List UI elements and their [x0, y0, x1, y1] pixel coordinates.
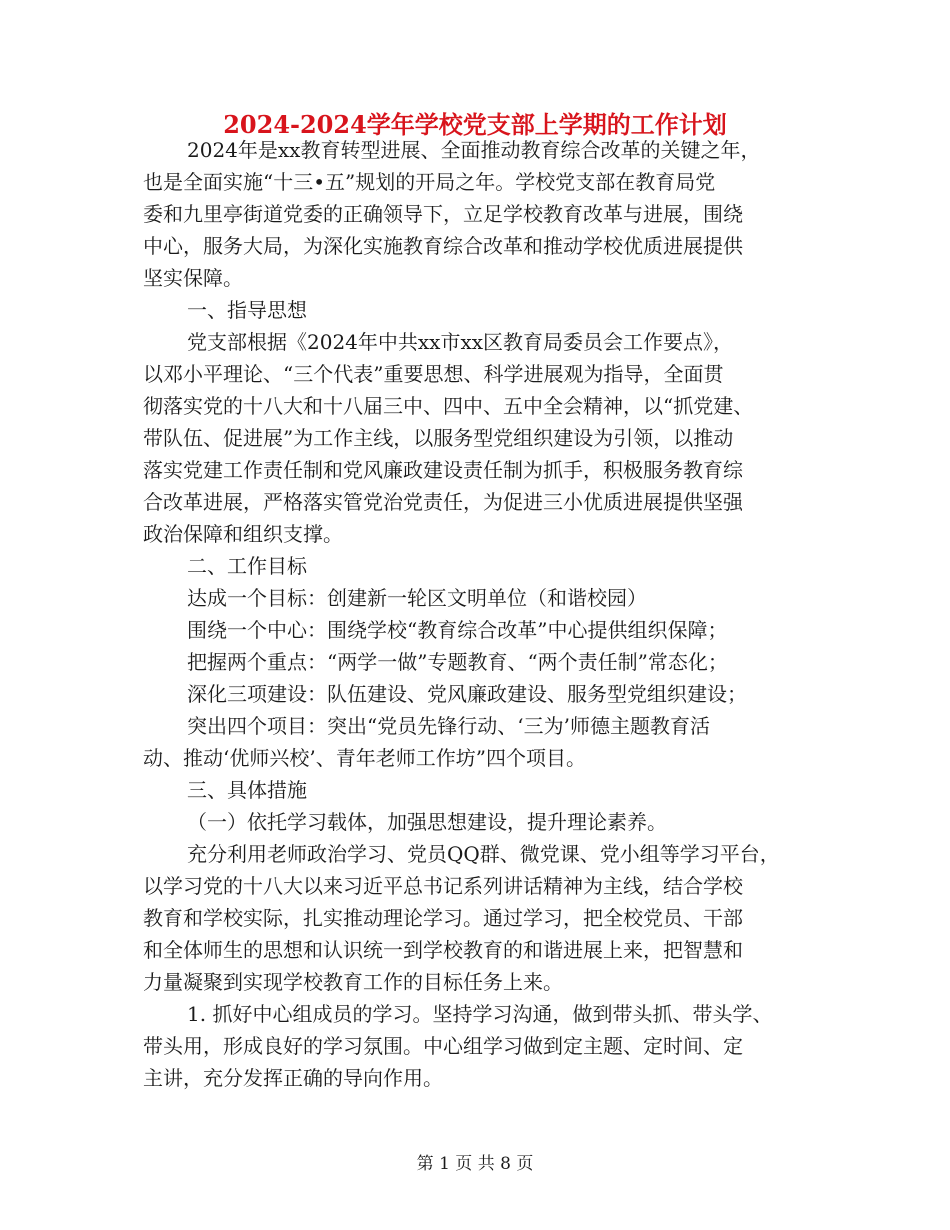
paragraph-line: 充分利用老师政治学习、党员QQ群、微党课、党小组等学习平台，: [187, 842, 780, 866]
paragraph-line: 力量凝聚到实现学校教育工作的目标任务上来。: [143, 970, 563, 994]
document-body: [143, 134, 803, 1094]
paragraph-line: 带头用，形成良好的学习氛围。中心组学习做到定主题、定时间、定: [143, 1034, 743, 1058]
paragraph-line: 一、指导思想: [187, 298, 307, 322]
paragraph-line: 三、具体措施: [187, 778, 307, 802]
paragraph-line: 以邓小平理论、“三个代表”重要思想、科学进展观为指导，全面贯: [143, 362, 724, 386]
paragraph-line: 把握两个重点：“两学一做”专题教育、“两个责任制”常态化；: [187, 650, 728, 674]
paragraph-line: （一）依托学习载体，加强思想建设，提升理论素养。: [187, 810, 667, 834]
paragraph-line: 突出四个项目：突出“党员先锋行动、‘三为’师德主题教育活: [187, 714, 710, 738]
paragraph-line: 深化三项建设：队伍建设、党风廉政建设、服务型党组织建设；: [187, 682, 747, 706]
paragraph-line: 1. 抓好中心组成员的学习。坚持学习沟通，做到带头抓、带头学、: [187, 1002, 773, 1026]
paragraph-line: 委和九里亭街道党委的正确领导下，立足学校教育改革与进展，围绕: [143, 202, 743, 226]
paragraph-line: 坚实保障。: [143, 266, 243, 290]
paragraph-line: 达成一个目标：创建新一轮区文明单位（和谐校园）: [187, 586, 647, 610]
paragraph-line: 教育和学校实际，扎实推动理论学习。通过学习，把全校党员、干部: [143, 906, 743, 930]
paragraph-line: 主讲，充分发挥正确的导向作用。: [143, 1066, 443, 1090]
paragraph-line: 2024年是xx教育转型进展、全面推动教育综合改革的关键之年，: [187, 138, 761, 162]
paragraph-line: 以学习党的十八大以来习近平总书记系列讲话精神为主线，结合学校: [143, 874, 743, 898]
paragraph-line: 党支部根据《2024年中共xx市xx区教育局委员会工作要点》，: [187, 330, 734, 354]
paragraph-line: 中心，服务大局，为深化实施教育综合改革和推动学校优质进展提供: [143, 234, 743, 258]
paragraph-line: 围绕一个中心：围绕学校“教育综合改革”中心提供组织保障；: [187, 618, 728, 642]
paragraph-line: 和全体师生的思想和认识统一到学校教育的和谐进展上来，把智慧和: [143, 938, 743, 962]
paragraph-line: 落实党建工作责任制和党风廉政建设责任制为抓手，积极服务教育综: [143, 458, 743, 482]
paragraph-line: 也是全面实施“十三•五”规划的开局之年。学校党支部在教育局党: [143, 170, 716, 194]
paragraph-line: 彻落实党的十八大和十八届三中、四中、五中全会精神，以“抓党建、: [143, 394, 754, 418]
paragraph-line: 政治保障和组织支撑。: [143, 522, 343, 546]
paragraph-line: 带队伍、促进展”为工作主线，以服务型党组织建设为引领，以推动: [143, 426, 734, 450]
paragraph-line: 动、推动‘优师兴校’、青年老师工作坊”四个项目。: [143, 746, 586, 770]
page-footer: 第 1 页 共 8 页: [416, 1154, 534, 1174]
document-title: 2024-2024学年学校党支部上学期的工作计划: [223, 110, 727, 139]
paragraph-line: 合改革进展，严格落实管党治党责任，为促进三小优质进展提供坚强: [143, 490, 743, 514]
paragraph-line: 二、工作目标: [187, 554, 307, 578]
